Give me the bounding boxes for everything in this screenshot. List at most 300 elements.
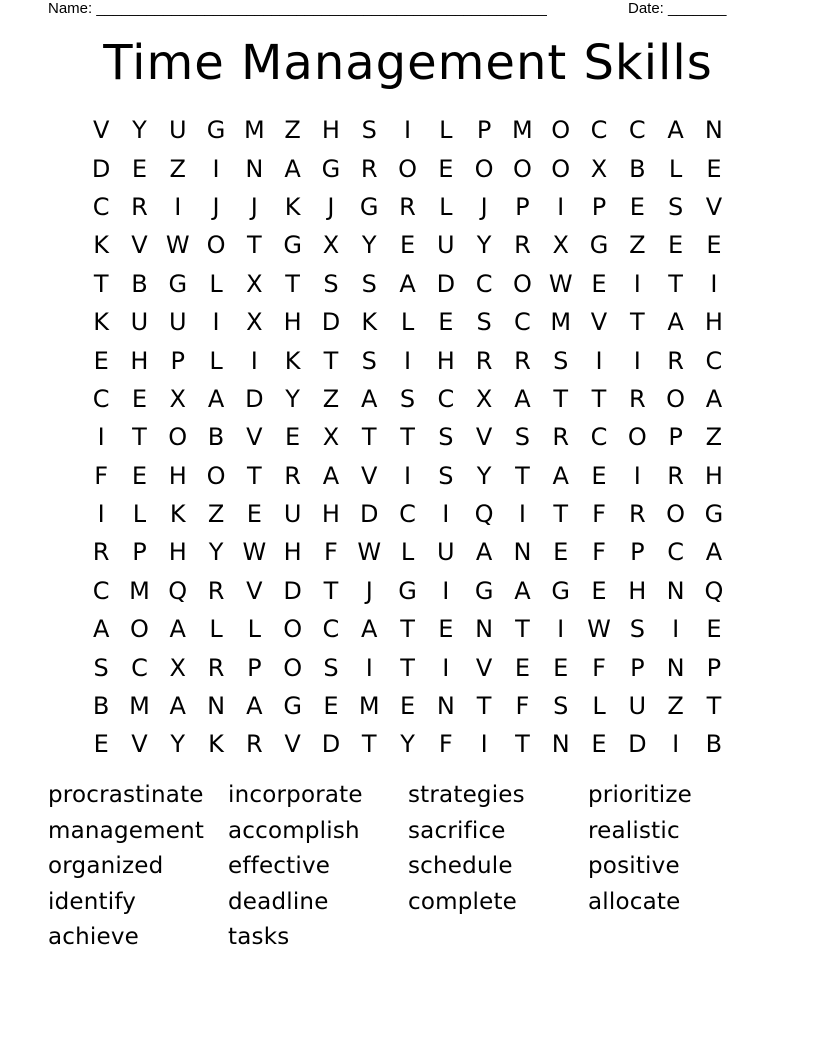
grid-letter: O: [283, 615, 303, 644]
grid-letter: S: [399, 384, 416, 413]
grid-letter: O: [512, 269, 532, 298]
grid-letter: X: [169, 653, 186, 682]
grid-letter: W: [165, 231, 190, 260]
grid-letter: A: [322, 461, 340, 490]
grid-letter: G: [359, 192, 379, 221]
grid-letter: I: [672, 615, 680, 644]
grid-letter: L: [209, 346, 223, 375]
grid-letter: U: [628, 692, 647, 721]
grid-letter: E: [706, 615, 722, 644]
word-list-item: allocate: [588, 888, 681, 915]
grid-letter: A: [705, 384, 723, 413]
grid-letter: M: [129, 576, 150, 605]
grid-letter: A: [169, 692, 186, 721]
grid-letter: E: [399, 231, 416, 260]
grid-letter: A: [667, 308, 684, 337]
grid-letter: V: [246, 423, 263, 452]
word-list-item: incorporate: [228, 782, 363, 808]
grid-letter: A: [475, 538, 493, 567]
grid-letter: F: [94, 461, 109, 490]
grid-letter: S: [361, 346, 377, 375]
grid-letter: H: [283, 308, 302, 337]
grid-letter: A: [246, 692, 263, 721]
grid-letter: I: [442, 500, 450, 529]
grid-letter: A: [92, 615, 110, 644]
grid-letter: D: [436, 269, 456, 298]
grid-letter: E: [131, 154, 148, 183]
grid-letter: S: [553, 346, 569, 375]
grid-letter: B: [207, 423, 225, 452]
grid-letter: Y: [361, 231, 377, 260]
grid-letter: S: [514, 423, 531, 452]
grid-letter: P: [630, 653, 645, 682]
grid-letter: I: [442, 653, 450, 682]
grid-letter: R: [399, 192, 416, 221]
grid-letter: I: [557, 615, 565, 644]
grid-letter: P: [476, 116, 492, 145]
grid-letter: E: [591, 576, 607, 605]
grid-letter: E: [93, 730, 109, 759]
grid-letter: I: [97, 423, 105, 452]
grid-letter: S: [438, 423, 454, 452]
grid-letter: O: [666, 500, 686, 529]
grid-letter: M: [358, 692, 380, 721]
grid-letter: R: [667, 461, 684, 490]
grid-letter: P: [668, 423, 683, 452]
grid-letter: Q: [168, 576, 188, 605]
grid-letter: Z: [207, 500, 225, 529]
grid-letter: V: [284, 730, 301, 759]
grid-letter: I: [557, 192, 565, 221]
grid-letter: C: [437, 384, 455, 413]
grid-letter: X: [552, 231, 569, 260]
grid-letter: G: [283, 231, 302, 260]
grid-letter: E: [591, 730, 607, 759]
grid-letter: I: [403, 346, 412, 375]
grid-letter: A: [705, 538, 723, 567]
grid-letter: T: [668, 269, 683, 298]
grid-letter: R: [628, 500, 646, 529]
grid-letter: B: [92, 692, 110, 721]
grid-letter: Y: [476, 461, 492, 490]
grid-letter: T: [706, 692, 722, 721]
grid-letter: T: [400, 615, 415, 644]
grid-letter: S: [93, 653, 109, 682]
grid-letter: R: [284, 461, 301, 490]
grid-letter: T: [361, 730, 377, 759]
grid-letter: R: [552, 423, 570, 452]
grid-letter: E: [323, 692, 339, 721]
grid-letter: O: [474, 154, 494, 183]
grid-letter: V: [475, 423, 493, 452]
grid-letter: L: [592, 692, 606, 721]
grid-letter: X: [246, 308, 263, 337]
grid-letter: H: [704, 308, 723, 337]
grid-letter: T: [361, 423, 377, 452]
grid-letter: Y: [208, 538, 224, 567]
grid-letter: E: [131, 461, 148, 490]
grid-letter: F: [592, 500, 606, 529]
grid-letter: D: [321, 730, 341, 759]
grid-letter: Y: [400, 730, 415, 759]
grid-letter: N: [666, 653, 685, 682]
grid-letter: S: [361, 269, 377, 298]
grid-letter: G: [206, 116, 226, 145]
grid-letter: R: [207, 653, 225, 682]
grid-letter: L: [668, 154, 683, 183]
grid-letter: R: [514, 231, 531, 260]
grid-letter: G: [589, 231, 609, 260]
word-list-item: accomplish: [228, 817, 360, 844]
grid-letter: E: [629, 192, 645, 221]
grid-letter: I: [595, 346, 603, 375]
grid-letter: S: [438, 461, 454, 490]
grid-letter: Z: [169, 154, 186, 183]
grid-letter: D: [628, 730, 647, 759]
word-list-item: deadline: [228, 888, 329, 915]
grid-letter: M: [550, 308, 572, 337]
word-list-item: tasks: [228, 924, 290, 950]
grid-letter: U: [437, 538, 455, 567]
grid-letter: A: [207, 384, 225, 413]
grid-letter: P: [170, 346, 185, 375]
grid-letter: L: [439, 192, 453, 221]
grid-letter: R: [628, 384, 646, 413]
grid-letter: A: [169, 615, 186, 644]
grid-letter: I: [174, 192, 182, 221]
grid-letter: H: [436, 346, 455, 375]
grid-letter: A: [361, 384, 378, 413]
grid-letter: O: [551, 154, 571, 183]
grid-letter: A: [514, 384, 531, 413]
grid-letter: T: [515, 730, 530, 759]
grid-letter: C: [92, 192, 110, 221]
grid-letter: W: [587, 615, 611, 644]
word-list-item: effective: [228, 853, 331, 879]
grid-letter: I: [633, 269, 641, 298]
grid-letter: B: [131, 269, 148, 298]
grid-letter: O: [168, 423, 188, 452]
grid-letter: L: [209, 615, 223, 644]
grid-letter: V: [475, 653, 493, 682]
grid-letter: G: [398, 576, 417, 605]
grid-letter: E: [438, 615, 454, 644]
grid-letter: L: [400, 308, 415, 337]
grid-letter: M: [243, 116, 265, 145]
grid-letter: C: [667, 538, 684, 567]
grid-letter: X: [590, 154, 608, 183]
grid-letter: T: [591, 384, 607, 413]
grid-letter: C: [628, 116, 646, 145]
page-title: Time Management Skills: [103, 35, 713, 91]
grid-letter: G: [321, 154, 341, 183]
grid-letter: N: [704, 116, 723, 145]
grid-letter: X: [322, 423, 340, 452]
grid-letter: C: [322, 615, 340, 644]
grid-letter: R: [131, 192, 148, 221]
grid-letter: E: [706, 231, 722, 260]
grid-letter: J: [250, 192, 258, 221]
grid-letter: U: [283, 500, 302, 529]
name-field-label: Name: ______________________________________________________: [48, 0, 547, 17]
grid-letter: O: [666, 384, 686, 413]
grid-letter: G: [168, 269, 188, 298]
grid-letter: N: [245, 154, 264, 183]
grid-letter: P: [706, 653, 722, 682]
word-list-item: positive: [588, 853, 680, 879]
word-list-item: realistic: [588, 817, 680, 844]
grid-letter: W: [242, 538, 267, 567]
grid-letter: O: [206, 231, 226, 260]
grid-letter: T: [553, 500, 569, 529]
grid-letter: O: [398, 154, 417, 183]
grid-letter: O: [551, 116, 571, 145]
word-list-item: procrastinate: [48, 782, 204, 808]
grid-letter: J: [365, 576, 373, 605]
grid-letter: V: [590, 308, 608, 337]
grid-letter: N: [475, 615, 494, 644]
grid-letter: E: [706, 154, 722, 183]
grid-letter: D: [245, 384, 264, 413]
grid-letter: U: [168, 116, 187, 145]
grid-letter: W: [548, 269, 573, 298]
grid-letter: V: [92, 116, 110, 145]
grid-letter: N: [436, 692, 455, 721]
grid-letter: S: [667, 192, 684, 221]
word-list-item: management: [48, 817, 205, 844]
grid-letter: T: [247, 461, 262, 490]
grid-letter: W: [357, 538, 382, 567]
grid-letter: K: [208, 730, 224, 759]
grid-letter: D: [321, 308, 341, 337]
word-list-item: organized: [48, 853, 164, 879]
grid-letter: X: [169, 384, 186, 413]
letter-grid: [82, 111, 734, 764]
grid-letter: O: [130, 615, 149, 644]
grid-letter: A: [552, 461, 569, 490]
grid-letter: A: [399, 269, 416, 298]
grid-letter: E: [399, 692, 416, 721]
grid-letter: F: [438, 730, 453, 759]
grid-letter: E: [438, 308, 454, 337]
grid-letter: O: [512, 154, 532, 183]
grid-letter: P: [515, 192, 530, 221]
grid-letter: L: [209, 269, 223, 298]
grid-letter: D: [283, 576, 302, 605]
word-list-item: identify: [48, 888, 137, 915]
grid-letter: A: [361, 615, 378, 644]
grid-letter: K: [93, 308, 110, 337]
grid-letter: H: [168, 461, 187, 490]
grid-letter: Z: [667, 692, 684, 721]
grid-letter: F: [592, 538, 606, 567]
grid-letter: M: [512, 116, 533, 145]
grid-letter: E: [591, 461, 607, 490]
grid-letter: E: [591, 269, 607, 298]
word-list-item: prioritize: [588, 782, 692, 808]
grid-letter: R: [207, 576, 225, 605]
grid-letter: L: [400, 538, 415, 567]
grid-letter: A: [284, 154, 301, 183]
grid-letter: T: [400, 423, 415, 452]
grid-letter: I: [97, 500, 105, 529]
grid-letter: H: [321, 500, 340, 529]
grid-letter: L: [439, 116, 453, 145]
grid-letter: E: [285, 423, 301, 452]
grid-letter: Z: [322, 384, 340, 413]
grid-letter: E: [553, 653, 569, 682]
grid-letter: R: [245, 730, 263, 759]
header: [48, 0, 748, 18]
word-list-item: schedule: [408, 853, 513, 879]
grid-letter: Y: [285, 384, 300, 413]
grid-letter: D: [91, 154, 111, 183]
grid-letter: I: [365, 653, 373, 682]
grid-letter: S: [323, 269, 339, 298]
grid-letter: L: [247, 615, 262, 644]
grid-letter: H: [704, 461, 723, 490]
grid-letter: R: [667, 346, 684, 375]
grid-letter: C: [705, 346, 723, 375]
grid-letter: F: [324, 538, 338, 567]
grid-letter: V: [246, 576, 263, 605]
grid-letter: C: [131, 653, 148, 682]
grid-letter: V: [131, 730, 148, 759]
grid-letter: P: [591, 192, 607, 221]
grid-letter: U: [437, 231, 455, 260]
grid-letter: S: [629, 615, 645, 644]
grid-letter: D: [359, 500, 379, 529]
grid-letter: F: [592, 653, 606, 682]
grid-letter: C: [92, 576, 110, 605]
grid-letter: Q: [704, 576, 724, 605]
grid-letter: Y: [476, 231, 492, 260]
grid-letter: R: [92, 538, 110, 567]
grid-letter: J: [480, 192, 488, 221]
grid-letter: T: [629, 308, 645, 337]
grid-letter: H: [321, 116, 340, 145]
grid-letter: X: [246, 269, 263, 298]
grid-letter: O: [283, 653, 303, 682]
grid-letter: C: [590, 423, 608, 452]
grid-letter: P: [630, 538, 645, 567]
word-list-item: sacrifice: [408, 817, 506, 844]
date-field-label: Date: _______: [628, 0, 727, 17]
grid-letter: A: [514, 576, 531, 605]
grid-letter: T: [285, 269, 300, 298]
grid-letter: I: [480, 730, 488, 759]
grid-letter: Y: [170, 730, 186, 759]
grid-letter: Z: [629, 231, 646, 260]
grid-letter: E: [514, 653, 530, 682]
grid-letter: I: [442, 576, 450, 605]
grid-letter: G: [704, 500, 724, 529]
grid-letter: C: [399, 500, 416, 529]
grid-letter: H: [130, 346, 149, 375]
grid-letter: G: [474, 576, 494, 605]
grid-letter: T: [93, 269, 109, 298]
grid-letter: I: [212, 154, 220, 183]
grid-letter: S: [476, 308, 492, 337]
grid-letter: K: [361, 308, 378, 337]
grid-letter: U: [130, 308, 149, 337]
grid-letter: B: [629, 154, 646, 183]
grid-letter: X: [322, 231, 340, 260]
grid-letter: I: [403, 461, 412, 490]
grid-letter: E: [131, 384, 148, 413]
grid-letter: R: [360, 154, 378, 183]
grid-letter: I: [212, 308, 220, 337]
grid-letter: N: [666, 576, 685, 605]
grid-letter: Z: [284, 116, 301, 145]
grid-letter: G: [283, 692, 302, 721]
grid-letter: H: [628, 576, 647, 605]
grid-letter: T: [247, 231, 262, 260]
grid-letter: V: [131, 231, 148, 260]
grid-letter: S: [323, 653, 339, 682]
grid-letter: P: [247, 653, 262, 682]
grid-letter: N: [551, 730, 570, 759]
grid-letter: V: [705, 192, 723, 221]
grid-letter: V: [361, 461, 378, 490]
grid-letter: N: [513, 538, 532, 567]
grid-letter: O: [206, 461, 226, 490]
grid-letter: C: [514, 308, 531, 337]
grid-letter: T: [476, 692, 492, 721]
word-list: [48, 778, 768, 956]
grid-letter: E: [553, 538, 569, 567]
grid-letter: K: [284, 346, 301, 375]
grid-letter: C: [92, 384, 110, 413]
grid-letter: R: [514, 346, 531, 375]
grid-letter: I: [518, 500, 526, 529]
grid-letter: U: [168, 308, 187, 337]
grid-letter: K: [169, 500, 186, 529]
grid-letter: X: [475, 384, 493, 413]
grid-letter: E: [438, 154, 454, 183]
grid-letter: S: [553, 692, 569, 721]
grid-letter: R: [475, 346, 493, 375]
grid-letter: L: [132, 500, 147, 529]
grid-letter: E: [246, 500, 262, 529]
grid-letter: H: [168, 538, 187, 567]
grid-letter: I: [250, 346, 258, 375]
grid-letter: O: [627, 423, 647, 452]
grid-letter: B: [705, 730, 723, 759]
grid-letter: J: [327, 192, 335, 221]
grid-letter: T: [515, 461, 530, 490]
grid-letter: Q: [474, 500, 494, 529]
grid-letter: K: [93, 231, 110, 260]
grid-letter: I: [403, 116, 412, 145]
grid-letter: T: [323, 576, 339, 605]
grid-letter: T: [400, 653, 415, 682]
grid-letter: P: [132, 538, 147, 567]
grid-letter: A: [667, 116, 684, 145]
grid-letter: I: [633, 461, 641, 490]
grid-letter: I: [710, 269, 718, 298]
word-list-item: achieve: [48, 924, 140, 950]
grid-letter: E: [93, 346, 109, 375]
grid-letter: H: [283, 538, 302, 567]
word-list-item: complete: [408, 888, 518, 915]
grid-letter: N: [207, 692, 226, 721]
grid-letter: Z: [705, 423, 723, 452]
grid-letter: S: [361, 116, 377, 145]
grid-letter: I: [633, 346, 641, 375]
grid-letter: Y: [132, 116, 147, 145]
grid-letter: T: [323, 346, 339, 375]
